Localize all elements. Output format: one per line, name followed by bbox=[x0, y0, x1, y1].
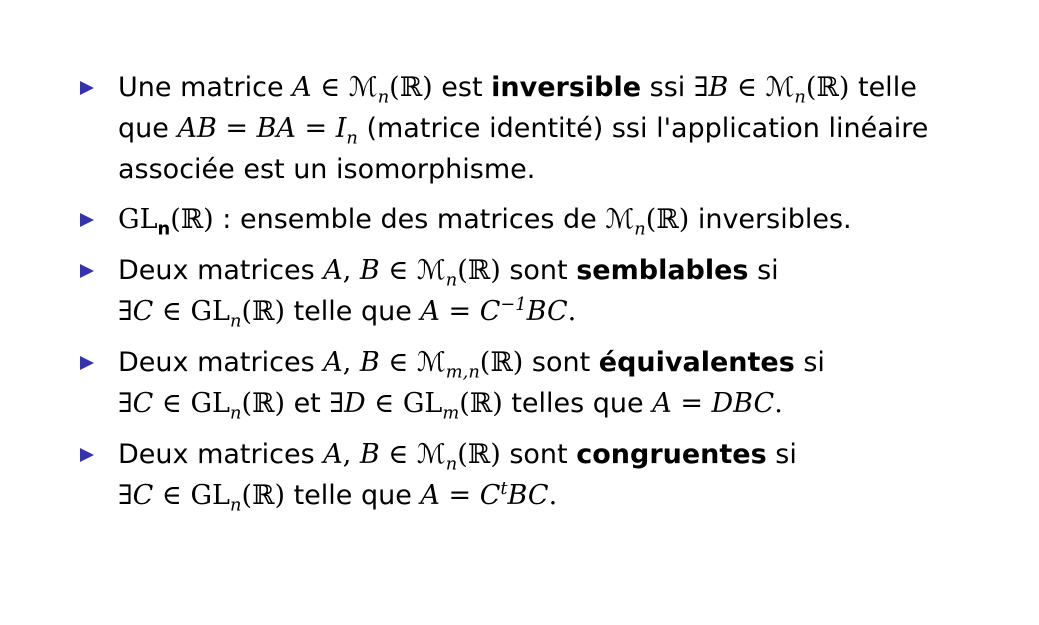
math-run: (ℝ) bbox=[241, 388, 285, 419]
math-run: (ℝ) bbox=[645, 204, 690, 235]
text-run: (matrice identité) ssi l'application linéaire bbox=[357, 113, 929, 144]
math-run: ∃C ∈ GL bbox=[118, 388, 230, 419]
math-run: (ℝ) bbox=[241, 296, 285, 327]
text-run: et bbox=[284, 388, 330, 419]
text-run: telle que bbox=[284, 296, 421, 327]
math-run: ∃C ∈ GL bbox=[118, 480, 230, 511]
subscript: n bbox=[229, 310, 242, 332]
text-run: inversibles. bbox=[689, 204, 852, 235]
text-run: associée est un isomorphisme. bbox=[118, 154, 536, 185]
bullet-text bbox=[118, 250, 1008, 332]
math-run: A = DBC. bbox=[652, 388, 783, 419]
superscript: −1 bbox=[500, 294, 527, 315]
text-run: : ensemble des matrices de bbox=[213, 204, 606, 235]
text-run: telle que bbox=[284, 480, 421, 511]
math-run: A, B ∈ ℳ bbox=[323, 255, 446, 286]
math-run: (ℝ) bbox=[457, 255, 501, 286]
subscript: n bbox=[229, 494, 242, 516]
math-run: ℳ bbox=[605, 204, 635, 235]
math-run: GL bbox=[118, 204, 158, 235]
math-run: ∃D ∈ GL bbox=[329, 388, 443, 419]
text-line bbox=[118, 475, 1008, 516]
text-line bbox=[118, 383, 1008, 424]
text-run: est bbox=[432, 72, 492, 103]
subscript: n bbox=[794, 86, 806, 108]
math-run: (ℝ) bbox=[389, 72, 433, 103]
subscript: n bbox=[229, 402, 242, 424]
bold-term: équivalentes bbox=[598, 347, 795, 378]
bullet-text bbox=[118, 434, 1008, 516]
math-run: A = C bbox=[420, 480, 501, 511]
math-run: A, B ∈ ℳ bbox=[323, 347, 446, 378]
math-run: (ℝ) bbox=[805, 72, 850, 103]
text-run: que bbox=[118, 113, 178, 144]
subscript: m,n bbox=[445, 361, 480, 383]
text-run: sont bbox=[500, 439, 577, 470]
text-line bbox=[118, 291, 1008, 332]
math-run: A = C bbox=[420, 296, 501, 327]
text-run: Une matrice bbox=[118, 72, 293, 103]
bullet-triangle-icon bbox=[80, 356, 94, 370]
text-run: telle bbox=[849, 72, 917, 103]
subscript: n bbox=[445, 453, 458, 475]
math-run: (ℝ) bbox=[457, 439, 501, 470]
bold-term: semblables bbox=[576, 255, 749, 286]
subscript: n bbox=[445, 269, 458, 291]
bullet-triangle-icon bbox=[80, 213, 94, 227]
math-run: AB = BA = I bbox=[177, 113, 347, 144]
text-line bbox=[118, 108, 1008, 149]
math-run: (ℝ) bbox=[170, 204, 214, 235]
text-line bbox=[118, 199, 1008, 240]
text-line bbox=[118, 67, 1008, 108]
subscript: n bbox=[157, 218, 171, 240]
subscript: n bbox=[634, 218, 646, 240]
math-run: ∃C ∈ GL bbox=[118, 296, 230, 327]
bullet-text bbox=[118, 199, 1008, 240]
bold-term: congruentes bbox=[576, 439, 767, 470]
text-run: telles que bbox=[502, 388, 653, 419]
bullet-triangle-icon bbox=[80, 448, 94, 462]
text-run: ssi bbox=[641, 72, 694, 103]
text-run: Deux matrices bbox=[118, 255, 324, 286]
bullet-triangle-icon bbox=[80, 81, 94, 95]
text-run: Deux matrices bbox=[118, 347, 324, 378]
superscript: t bbox=[500, 478, 508, 499]
math-run: (ℝ) bbox=[241, 480, 285, 511]
text-run: si bbox=[794, 347, 825, 378]
math-run: A ∈ ℳ bbox=[292, 72, 378, 103]
subscript: n bbox=[377, 86, 390, 108]
text-line bbox=[118, 250, 1008, 291]
text-run: Deux matrices bbox=[118, 439, 324, 470]
math-run: (ℝ) bbox=[459, 388, 503, 419]
math-run: A, B ∈ ℳ bbox=[323, 439, 446, 470]
bold-term: inversible bbox=[491, 72, 642, 103]
math-run: (ℝ) bbox=[479, 347, 524, 378]
text-run: si bbox=[766, 439, 797, 470]
math-run: BC. bbox=[507, 480, 558, 511]
math-run: BC. bbox=[526, 296, 577, 327]
text-run: sont bbox=[500, 255, 577, 286]
bullet-triangle-icon bbox=[80, 264, 94, 278]
text-line bbox=[118, 434, 1008, 475]
text-run: si bbox=[748, 255, 779, 286]
text-line bbox=[118, 149, 1008, 190]
subscript: n bbox=[346, 127, 358, 149]
math-run: ∃B ∈ ℳ bbox=[693, 72, 795, 103]
text-line bbox=[118, 342, 1008, 383]
subscript: m bbox=[442, 402, 460, 424]
text-run: sont bbox=[523, 347, 599, 378]
bullet-text bbox=[118, 342, 1008, 424]
bullet-text bbox=[118, 67, 1008, 190]
